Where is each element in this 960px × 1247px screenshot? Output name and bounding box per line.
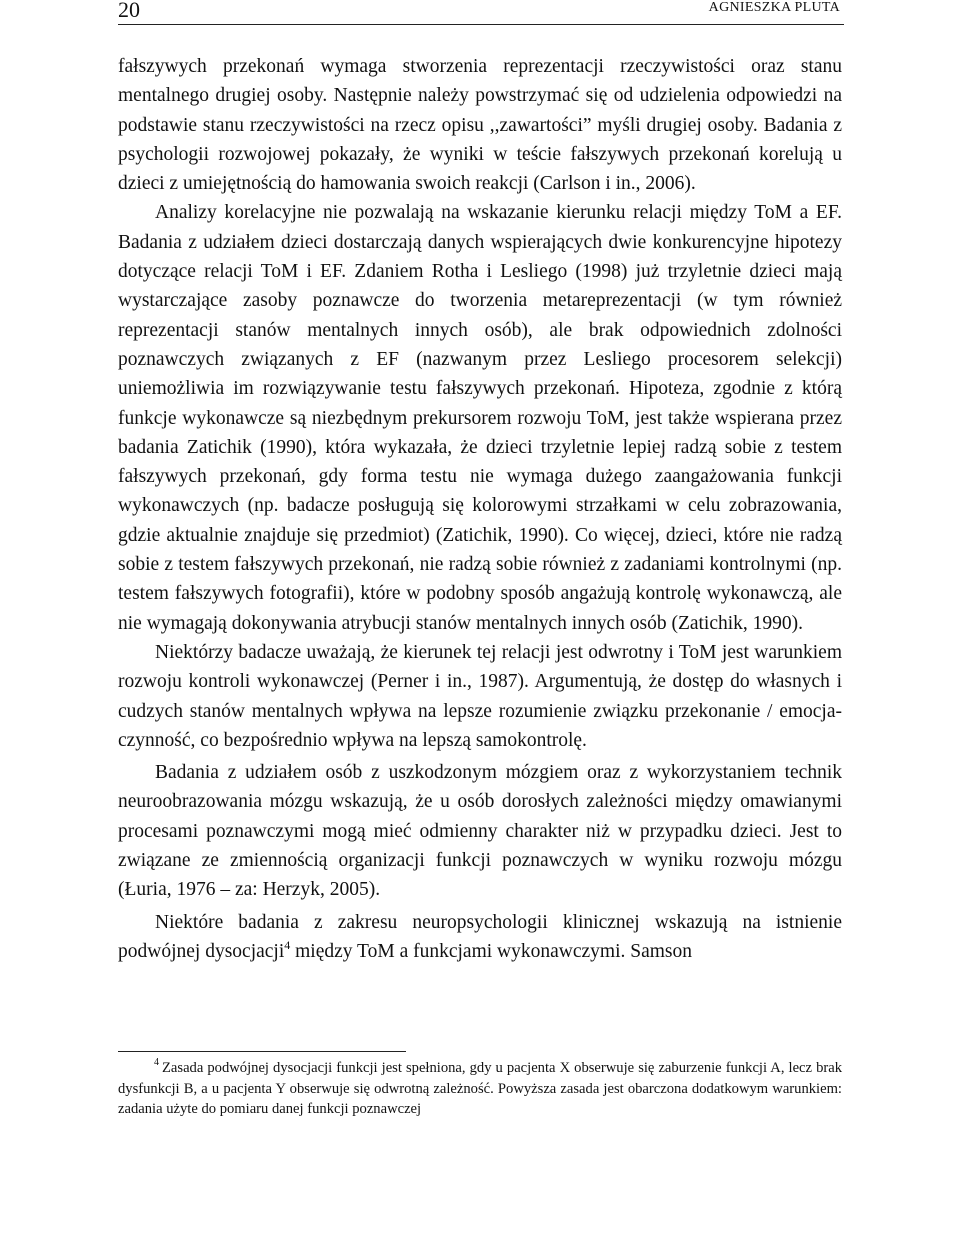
page-number: 20 — [118, 0, 140, 22]
body-text — [118, 52, 842, 966]
footnote-number: 4 — [154, 1057, 159, 1068]
footnote-text: Zasada podwójnej dysocjacji funkcji jest spełniona, gdy u pacjenta X obserwuje się zaburzenie funkcji A, lecz brak dysfunkcji B, a u pacjenta Y obserwuje się odwrotną zależność. Powyższa zasada jest obarczona dodatkowym warunkiem: zadania użyte do pomiaru danej funkcji poznawczej — [118, 1060, 842, 1117]
footnote-reference: 4 — [284, 937, 291, 952]
running-head: AGNIESZKA PLUTA — [708, 0, 840, 15]
paragraph-4: Badania z udziałem osób z uszkodzonym mózgiem oraz z wykorzystaniem technik neuroobrazowania mózgu wskazują, że u osób dorosłych zależności między omawianymi procesami poznawczymi mogą mieć odmienny charakter niż w przypadku dzieci. Jest to związane ze zmiennością organizacji funkcji poznawczych w wyniku rozwoju mózgu (Łuria, 1976 – za: Herzyk, 2005). — [118, 762, 842, 901]
paragraph-5-text-after: między ToM a funkcjami wykonawczymi. Samson — [290, 940, 693, 962]
paragraph-1: fałszywych przekonań wymaga stworzenia reprezentacji rzeczywistości oraz stanu mentalnego drugiej osoby. Następnie należy powstrzymać się od udzielenia odpowiedzi na podstawie stanu rzeczywistości na rzecz opisu ,,zawartości” myśli drugiej osoby. Badania z psychologii rozwojowej pokazały, że wyniki w teście fałszywych przekonań korelują u dzieci z umiejętnością do hamowania swoich reakcji (Carlson i in., 2006). — [118, 56, 842, 195]
paragraph-5 — [118, 908, 842, 967]
paragraph-3: Niektórzy badacze uważają, że kierunek tej relacji jest odwrotny i ToM jest warunkiem rozwoju kontroli wykonawczej (Perner i in., 1987). Argumentują, że dostęp do własnych i cudzych stanów mentalnych wpływa na lepsze rozumienie związku przekonanie / emocja-czynność, co bezpośrednio wpływa na lepszą samokontrolę. — [118, 641, 842, 751]
paragraph-5-text-before: Niektóre badania z zakresu neuropsychologii klinicznej wskazują na istnienie podwójnej dysocjacji — [118, 911, 842, 962]
footnote — [118, 1058, 842, 1120]
paragraph-2: Analizy korelacyjne nie pozwalają na wskazanie kierunku relacji między ToM a EF. Badania z udziałem dzieci dostarczają danych wspierających dwie konkurencyjne hipotezy dotyczące relacji ToM i EF. Zdaniem Rotha i Lesliego (1998) już trzyletnie dzieci mają wystarczające zasoby poznawcze do tworzenia metareprezentacji (w tym również reprezentacji stanów mentalnych innych osób), ale brak odpowiednich zdolności poznawczych związanych z EF (nazwanym przez Lesliego procesorem selekcji) uniemożliwia im rozwiązywanie testu fałszywych przekonań. Hipoteza, zgodnie z którą funkcje wykonawcze są niezbędnym prekursorem rozwoju ToM, jest także wspierana przez badania Zatichik (1990), która wykazała, że dzieci trzyletnie lepiej radzą sobie z testem fałszywych przekonań, gdy forma testu nie wymaga dużego zaangażowania funkcji wykonawczych (np. badacze posługują się kolorowymi strzałkami w celu zobrazowania, gdzie aktualnie znajduje się przedmiot) (Zatichik, 1990). Co więcej, dzieci, które nie radzą sobie z testem fałszywych przekonań, nie radzą sobie również z zadaniami kontrolnymi (np. testem fałszywych fotografii), które w podobny sposób angażują kontrolę wykonawczą, ale nie wymagają dokonywania atrybucji stanów mentalnych innych osób (Zatichik, 1990). — [118, 202, 842, 634]
footnote-separator — [118, 1051, 406, 1052]
page-header — [118, 0, 844, 25]
